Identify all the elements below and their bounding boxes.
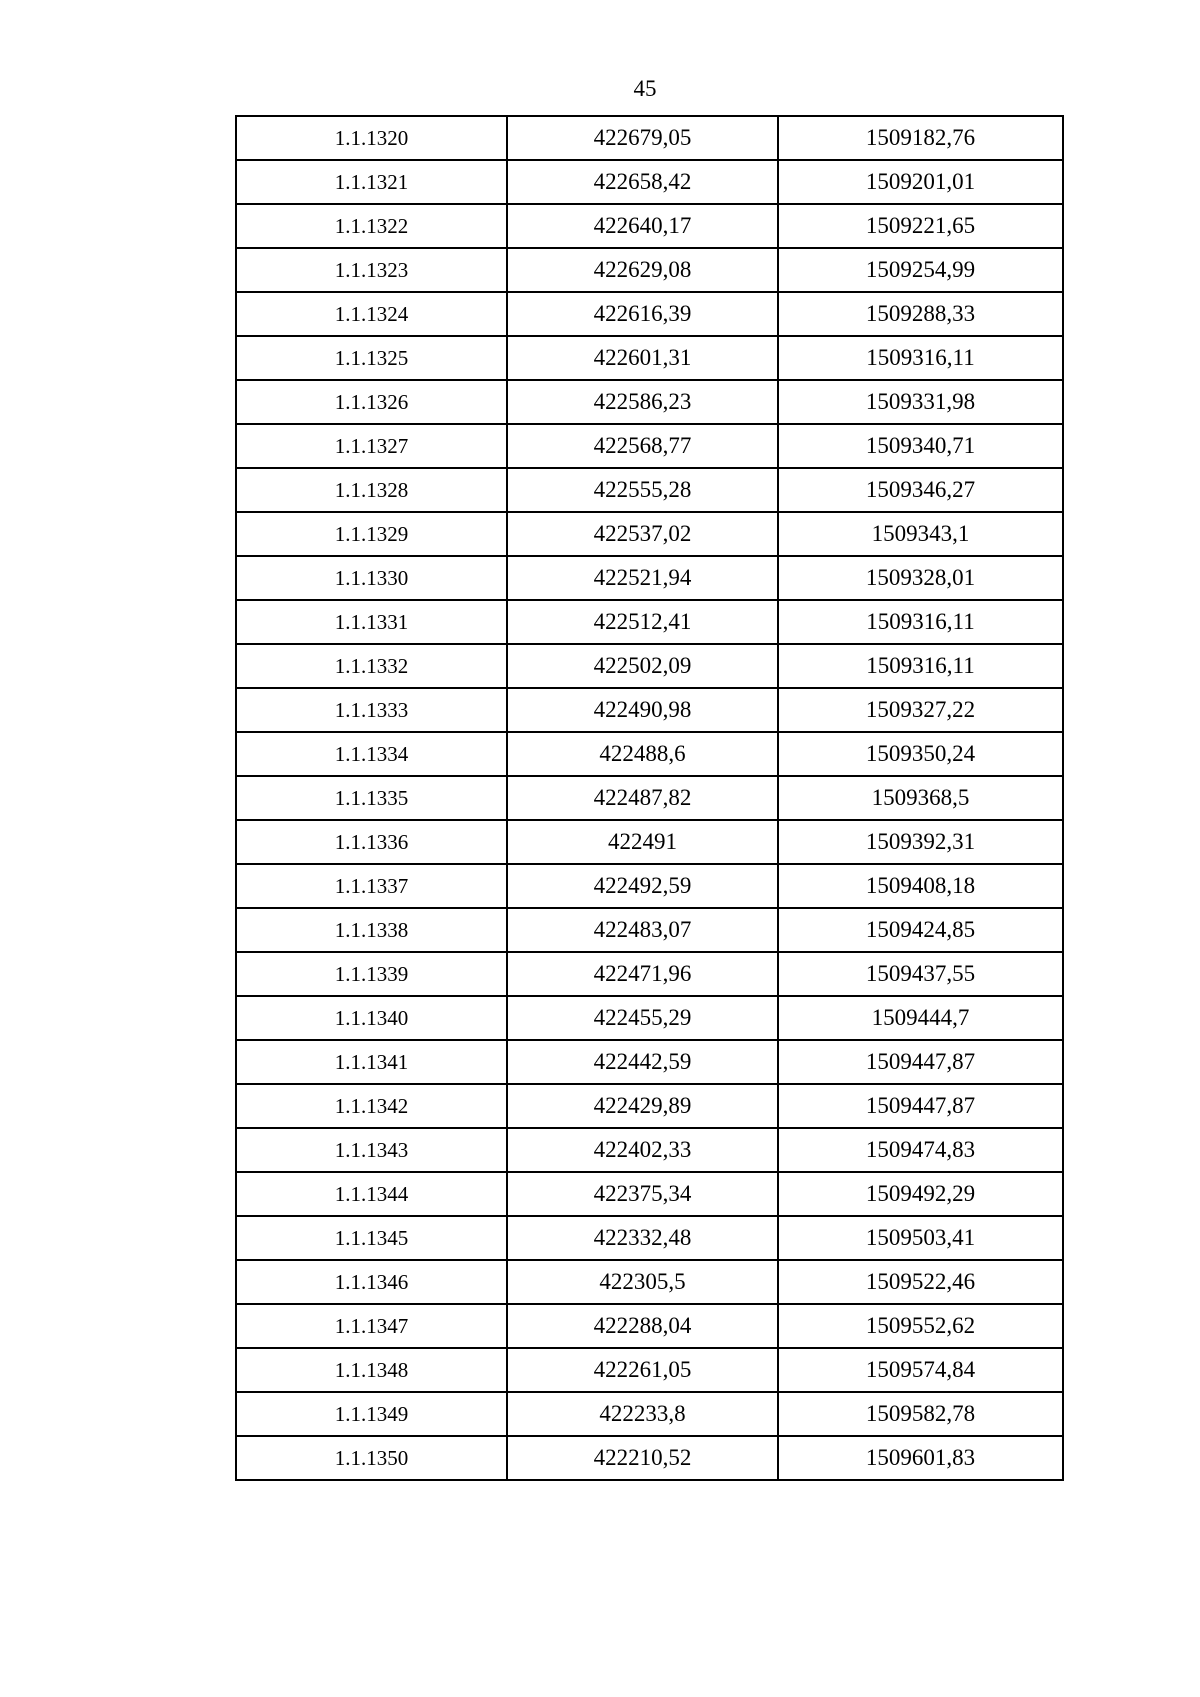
x-coordinate-cell: 422332,48: [507, 1216, 778, 1260]
x-coordinate-cell: 422502,09: [507, 644, 778, 688]
y-coordinate-cell: 1509424,85: [778, 908, 1063, 952]
y-coordinate-cell: 1509474,83: [778, 1128, 1063, 1172]
point-id-cell: 1.1.1335: [236, 776, 507, 820]
x-coordinate-cell: 422471,96: [507, 952, 778, 996]
table-row: [236, 468, 1063, 512]
x-coordinate-cell: 422490,98: [507, 688, 778, 732]
point-id-cell: 1.1.1340: [236, 996, 507, 1040]
x-coordinate-cell: 422521,94: [507, 556, 778, 600]
point-id-cell: 1.1.1338: [236, 908, 507, 952]
x-coordinate-cell: 422487,82: [507, 776, 778, 820]
x-coordinate-cell: 422402,33: [507, 1128, 778, 1172]
y-coordinate-cell: 1509340,71: [778, 424, 1063, 468]
y-coordinate-cell: 1509288,33: [778, 292, 1063, 336]
table-row: [236, 600, 1063, 644]
y-coordinate-cell: 1509316,11: [778, 644, 1063, 688]
table-row: [236, 1436, 1063, 1480]
table-row: [236, 160, 1063, 204]
x-coordinate-cell: 422288,04: [507, 1304, 778, 1348]
point-id-cell: 1.1.1343: [236, 1128, 507, 1172]
point-id-cell: 1.1.1329: [236, 512, 507, 556]
x-coordinate-cell: 422555,28: [507, 468, 778, 512]
point-id-cell: 1.1.1324: [236, 292, 507, 336]
point-id-cell: 1.1.1347: [236, 1304, 507, 1348]
table-row: [236, 424, 1063, 468]
point-id-cell: 1.1.1345: [236, 1216, 507, 1260]
point-id-cell: 1.1.1321: [236, 160, 507, 204]
y-coordinate-cell: 1509221,65: [778, 204, 1063, 248]
y-coordinate-cell: 1509503,41: [778, 1216, 1063, 1260]
point-id-cell: 1.1.1330: [236, 556, 507, 600]
table-row: [236, 1348, 1063, 1392]
x-coordinate-cell: 422233,8: [507, 1392, 778, 1436]
table-row: [236, 1216, 1063, 1260]
table-row: [236, 1084, 1063, 1128]
y-coordinate-cell: 1509447,87: [778, 1040, 1063, 1084]
point-id-cell: 1.1.1348: [236, 1348, 507, 1392]
point-id-cell: 1.1.1349: [236, 1392, 507, 1436]
table-row: [236, 1304, 1063, 1348]
y-coordinate-cell: 1509408,18: [778, 864, 1063, 908]
y-coordinate-cell: 1509444,7: [778, 996, 1063, 1040]
table-row: [236, 1040, 1063, 1084]
coordinates-table: [235, 115, 1064, 1481]
point-id-cell: 1.1.1341: [236, 1040, 507, 1084]
point-id-cell: 1.1.1322: [236, 204, 507, 248]
table-row: [236, 820, 1063, 864]
y-coordinate-cell: 1509492,29: [778, 1172, 1063, 1216]
point-id-cell: 1.1.1332: [236, 644, 507, 688]
point-id-cell: 1.1.1350: [236, 1436, 507, 1480]
x-coordinate-cell: 422305,5: [507, 1260, 778, 1304]
x-coordinate-cell: 422375,34: [507, 1172, 778, 1216]
y-coordinate-cell: 1509327,22: [778, 688, 1063, 732]
point-id-cell: 1.1.1346: [236, 1260, 507, 1304]
table-row: [236, 380, 1063, 424]
table-row: [236, 512, 1063, 556]
y-coordinate-cell: 1509574,84: [778, 1348, 1063, 1392]
x-coordinate-cell: 422616,39: [507, 292, 778, 336]
x-coordinate-cell: 422491: [507, 820, 778, 864]
x-coordinate-cell: 422210,52: [507, 1436, 778, 1480]
point-id-cell: 1.1.1339: [236, 952, 507, 996]
point-id-cell: 1.1.1333: [236, 688, 507, 732]
x-coordinate-cell: 422261,05: [507, 1348, 778, 1392]
table-row: [236, 996, 1063, 1040]
point-id-cell: 1.1.1326: [236, 380, 507, 424]
y-coordinate-cell: 1509368,5: [778, 776, 1063, 820]
table-row: [236, 336, 1063, 380]
point-id-cell: 1.1.1342: [236, 1084, 507, 1128]
coordinates-table-body: [236, 116, 1063, 1480]
point-id-cell: 1.1.1325: [236, 336, 507, 380]
x-coordinate-cell: 422568,77: [507, 424, 778, 468]
table-row: [236, 116, 1063, 160]
table-row: [236, 732, 1063, 776]
x-coordinate-cell: 422492,59: [507, 864, 778, 908]
point-id-cell: 1.1.1331: [236, 600, 507, 644]
x-coordinate-cell: 422586,23: [507, 380, 778, 424]
x-coordinate-cell: 422629,08: [507, 248, 778, 292]
table-row: [236, 688, 1063, 732]
y-coordinate-cell: 1509316,11: [778, 600, 1063, 644]
y-coordinate-cell: 1509343,1: [778, 512, 1063, 556]
table-row: [236, 1392, 1063, 1436]
table-row: [236, 292, 1063, 336]
y-coordinate-cell: 1509522,46: [778, 1260, 1063, 1304]
point-id-cell: 1.1.1336: [236, 820, 507, 864]
x-coordinate-cell: 422601,31: [507, 336, 778, 380]
y-coordinate-cell: 1509182,76: [778, 116, 1063, 160]
table-row: [236, 1172, 1063, 1216]
table-row: [236, 1260, 1063, 1304]
table-row: [236, 776, 1063, 820]
y-coordinate-cell: 1509350,24: [778, 732, 1063, 776]
y-coordinate-cell: 1509346,27: [778, 468, 1063, 512]
y-coordinate-cell: 1509552,62: [778, 1304, 1063, 1348]
x-coordinate-cell: 422658,42: [507, 160, 778, 204]
point-id-cell: 1.1.1323: [236, 248, 507, 292]
y-coordinate-cell: 1509254,99: [778, 248, 1063, 292]
point-id-cell: 1.1.1337: [236, 864, 507, 908]
point-id-cell: 1.1.1334: [236, 732, 507, 776]
x-coordinate-cell: 422512,41: [507, 600, 778, 644]
y-coordinate-cell: 1509328,01: [778, 556, 1063, 600]
y-coordinate-cell: 1509437,55: [778, 952, 1063, 996]
x-coordinate-cell: 422679,05: [507, 116, 778, 160]
y-coordinate-cell: 1509392,31: [778, 820, 1063, 864]
table-row: [236, 248, 1063, 292]
table-row: [236, 204, 1063, 248]
table-row: [236, 864, 1063, 908]
table-row: [236, 556, 1063, 600]
y-coordinate-cell: 1509316,11: [778, 336, 1063, 380]
x-coordinate-cell: 422488,6: [507, 732, 778, 776]
y-coordinate-cell: 1509201,01: [778, 160, 1063, 204]
table-row: [236, 952, 1063, 996]
point-id-cell: 1.1.1320: [236, 116, 507, 160]
table-row: [236, 1128, 1063, 1172]
y-coordinate-cell: 1509601,83: [778, 1436, 1063, 1480]
table-row: [236, 644, 1063, 688]
table-row: [236, 908, 1063, 952]
point-id-cell: 1.1.1344: [236, 1172, 507, 1216]
point-id-cell: 1.1.1328: [236, 468, 507, 512]
x-coordinate-cell: 422442,59: [507, 1040, 778, 1084]
point-id-cell: 1.1.1327: [236, 424, 507, 468]
x-coordinate-cell: 422483,07: [507, 908, 778, 952]
x-coordinate-cell: 422537,02: [507, 512, 778, 556]
x-coordinate-cell: 422455,29: [507, 996, 778, 1040]
y-coordinate-cell: 1509331,98: [778, 380, 1063, 424]
x-coordinate-cell: 422640,17: [507, 204, 778, 248]
y-coordinate-cell: 1509582,78: [778, 1392, 1063, 1436]
y-coordinate-cell: 1509447,87: [778, 1084, 1063, 1128]
x-coordinate-cell: 422429,89: [507, 1084, 778, 1128]
page-number: 45: [633, 76, 657, 101]
